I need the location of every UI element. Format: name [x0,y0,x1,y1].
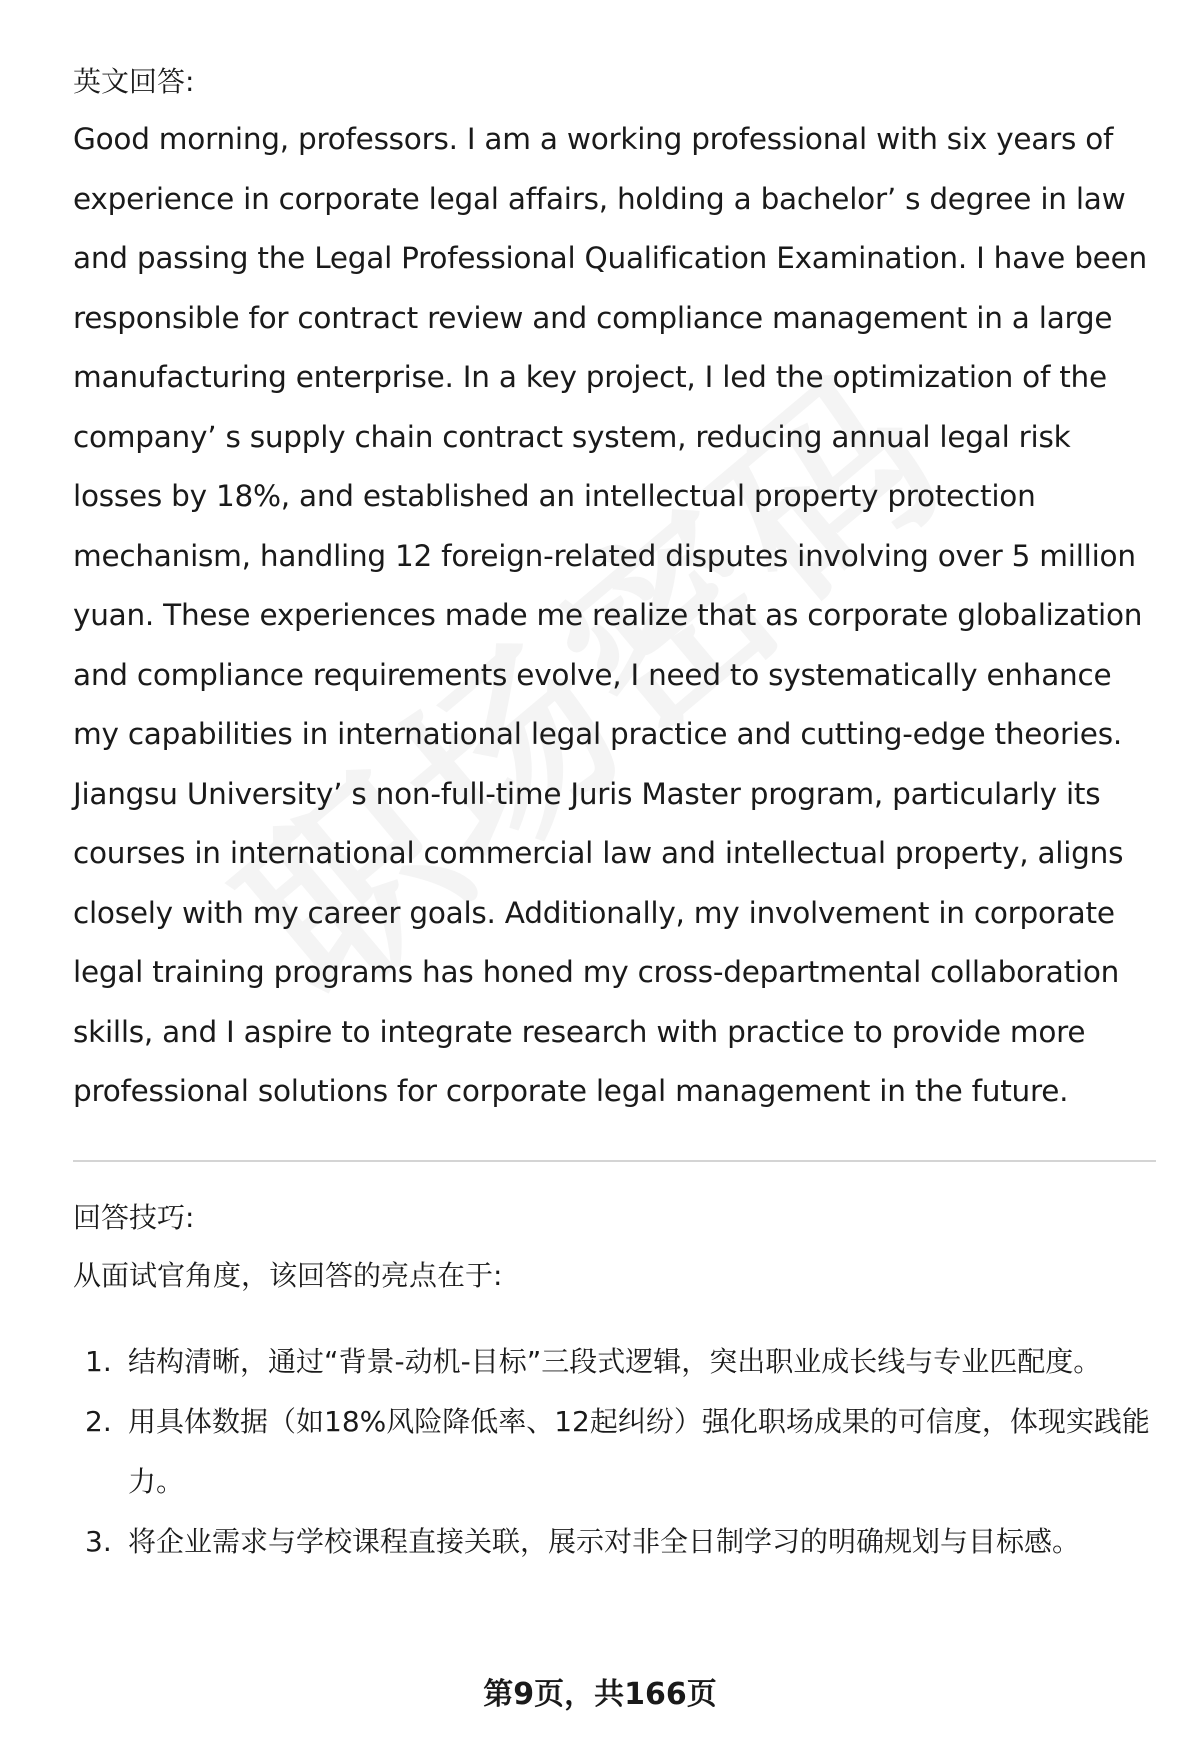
tips-list [73,1332,1153,1572]
list-item [73,1332,1153,1392]
list-item-number: 3. [85,1525,112,1558]
page-number: 第9页，共166页 [483,1677,717,1712]
answer-text: Good morning, professors. I am a working professional with six years of experience in corporate legal affairs, holding a bachelor’ s degree in law and passing the Legal Professional Qualification Examination. I have been responsible for contract review and compliance management in a large manufacturing enterprise. In a key project, I led the optimization of the company’ s supply chain contract system, reducing annual legal risk losses by 18%, and established an intellectual property protection mechanism, handling 12 foreign-related disputes involving over 5 million yuan. These experiences made me realize that as corporate globalization and compliance requirements evolve, I need to systematically enhance my capabilities in international legal practice and cutting-edge theories. Jiangsu University’ s non-full-time Juris Master program, particularly its courses in international commercial law and intellectual property, aligns closely with my career goals. Additionally, my involvement in corporate legal training programs has honed my cross-departmental collaboration skills, and I aspire to integrate research with practice to provide more professional solutions for corporate legal management in the future. [73,122,1147,1108]
list-item [73,1512,1153,1572]
list-item [73,1392,1153,1512]
list-item-text: 用具体数据（如18%风险降低率、12起纠纷）强化职场成果的可信度，体现实践能力。 [128,1405,1150,1498]
section-divider [73,1160,1156,1162]
tips-intro: 从面试官角度，该回答的亮点在于: [73,1259,503,1292]
list-item-text: 将企业需求与学校课程直接关联，展示对非全日制学习的明确规划与目标感。 [128,1525,1081,1558]
list-item-number: 1. [85,1345,112,1378]
tips-heading: 回答技巧: [73,1201,195,1234]
answer-section [73,62,1153,1122]
list-item-text: 结构清晰，通过“背景-动机-目标”三段式逻辑，突出职业成长线与专业匹配度。 [128,1345,1102,1378]
tips-section [73,1198,1153,1572]
answer-heading: 英文回答: [73,65,195,98]
list-item-number: 2. [85,1405,112,1438]
